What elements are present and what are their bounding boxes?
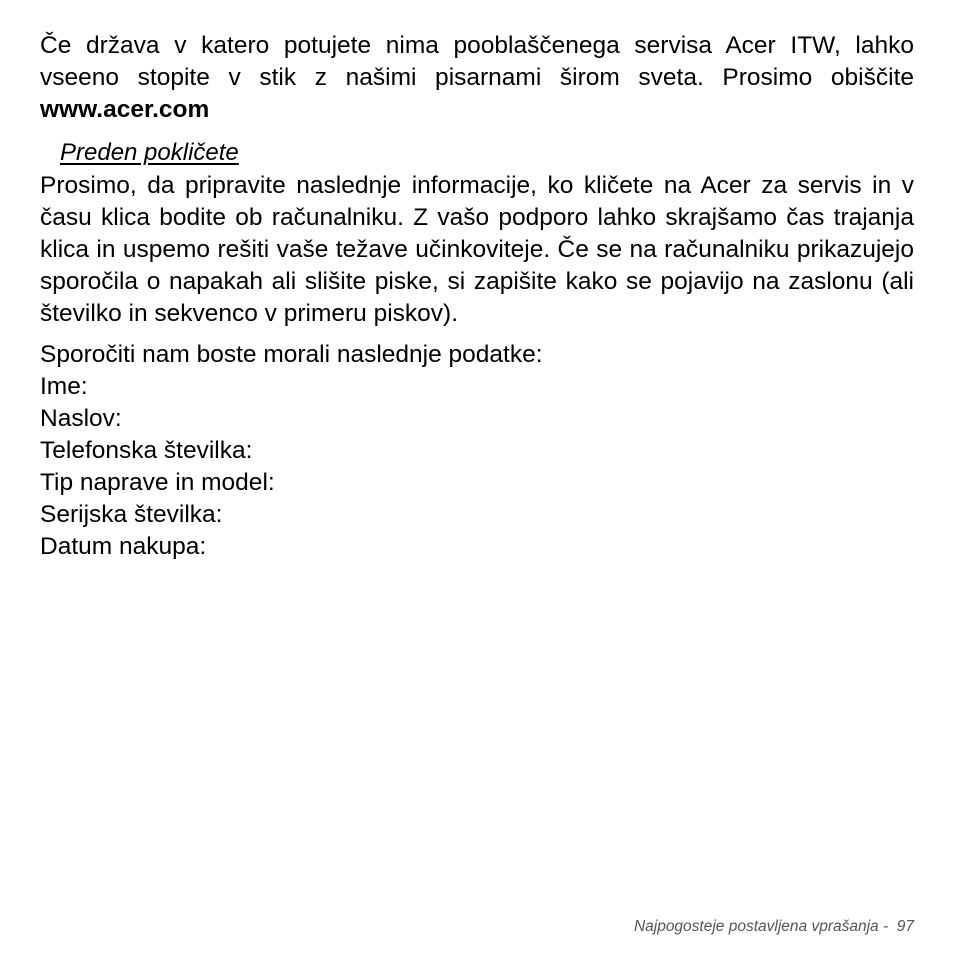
footer-section-title: Najpogosteje postavljena vprašanja - (633, 918, 889, 935)
acer-website-link[interactable]: www.acer.com (40, 96, 210, 123)
required-info-lead: Sporočiti nam boste morali naslednje podatke: (40, 341, 543, 368)
field-address: Naslov: (40, 405, 122, 432)
intro-text: Če država v katero potujete nima pooblaščenega servisa Acer ITW, lahko vseeno stopite v stik z našimi pisarnami širom sveta. Prosimo obiščite (40, 32, 914, 91)
page-number: 97 (896, 918, 914, 935)
intro-paragraph (40, 30, 914, 126)
field-phone: Telefonska številka: (40, 437, 253, 464)
instructions-paragraph: Prosimo, da pripravite naslednje informacije, ko kličete na Acer za servis in v času klica bodite ob računalniku. Z vašo podporo lahko skrajšamo čas trajanja klica in uspemo rešiti vaše težave učinkoviteje. Če se na računalniku prikazujejo sporočila o napakah ali slišite piske, si zapišite kako se pojavijo na zaslonu (ali številko in sekvenco v primeru piskov). (40, 172, 914, 327)
field-purchase-date: Datum nakupa: (40, 533, 207, 560)
field-serial-number: Serijska številka: (40, 501, 223, 528)
required-info-list (40, 371, 914, 563)
field-device-model: Tip naprave in model: (40, 469, 275, 496)
section-heading: Preden pokličete (60, 139, 239, 166)
field-name: Ime: (40, 373, 88, 400)
document-page (40, 30, 914, 563)
page-footer (634, 918, 914, 936)
